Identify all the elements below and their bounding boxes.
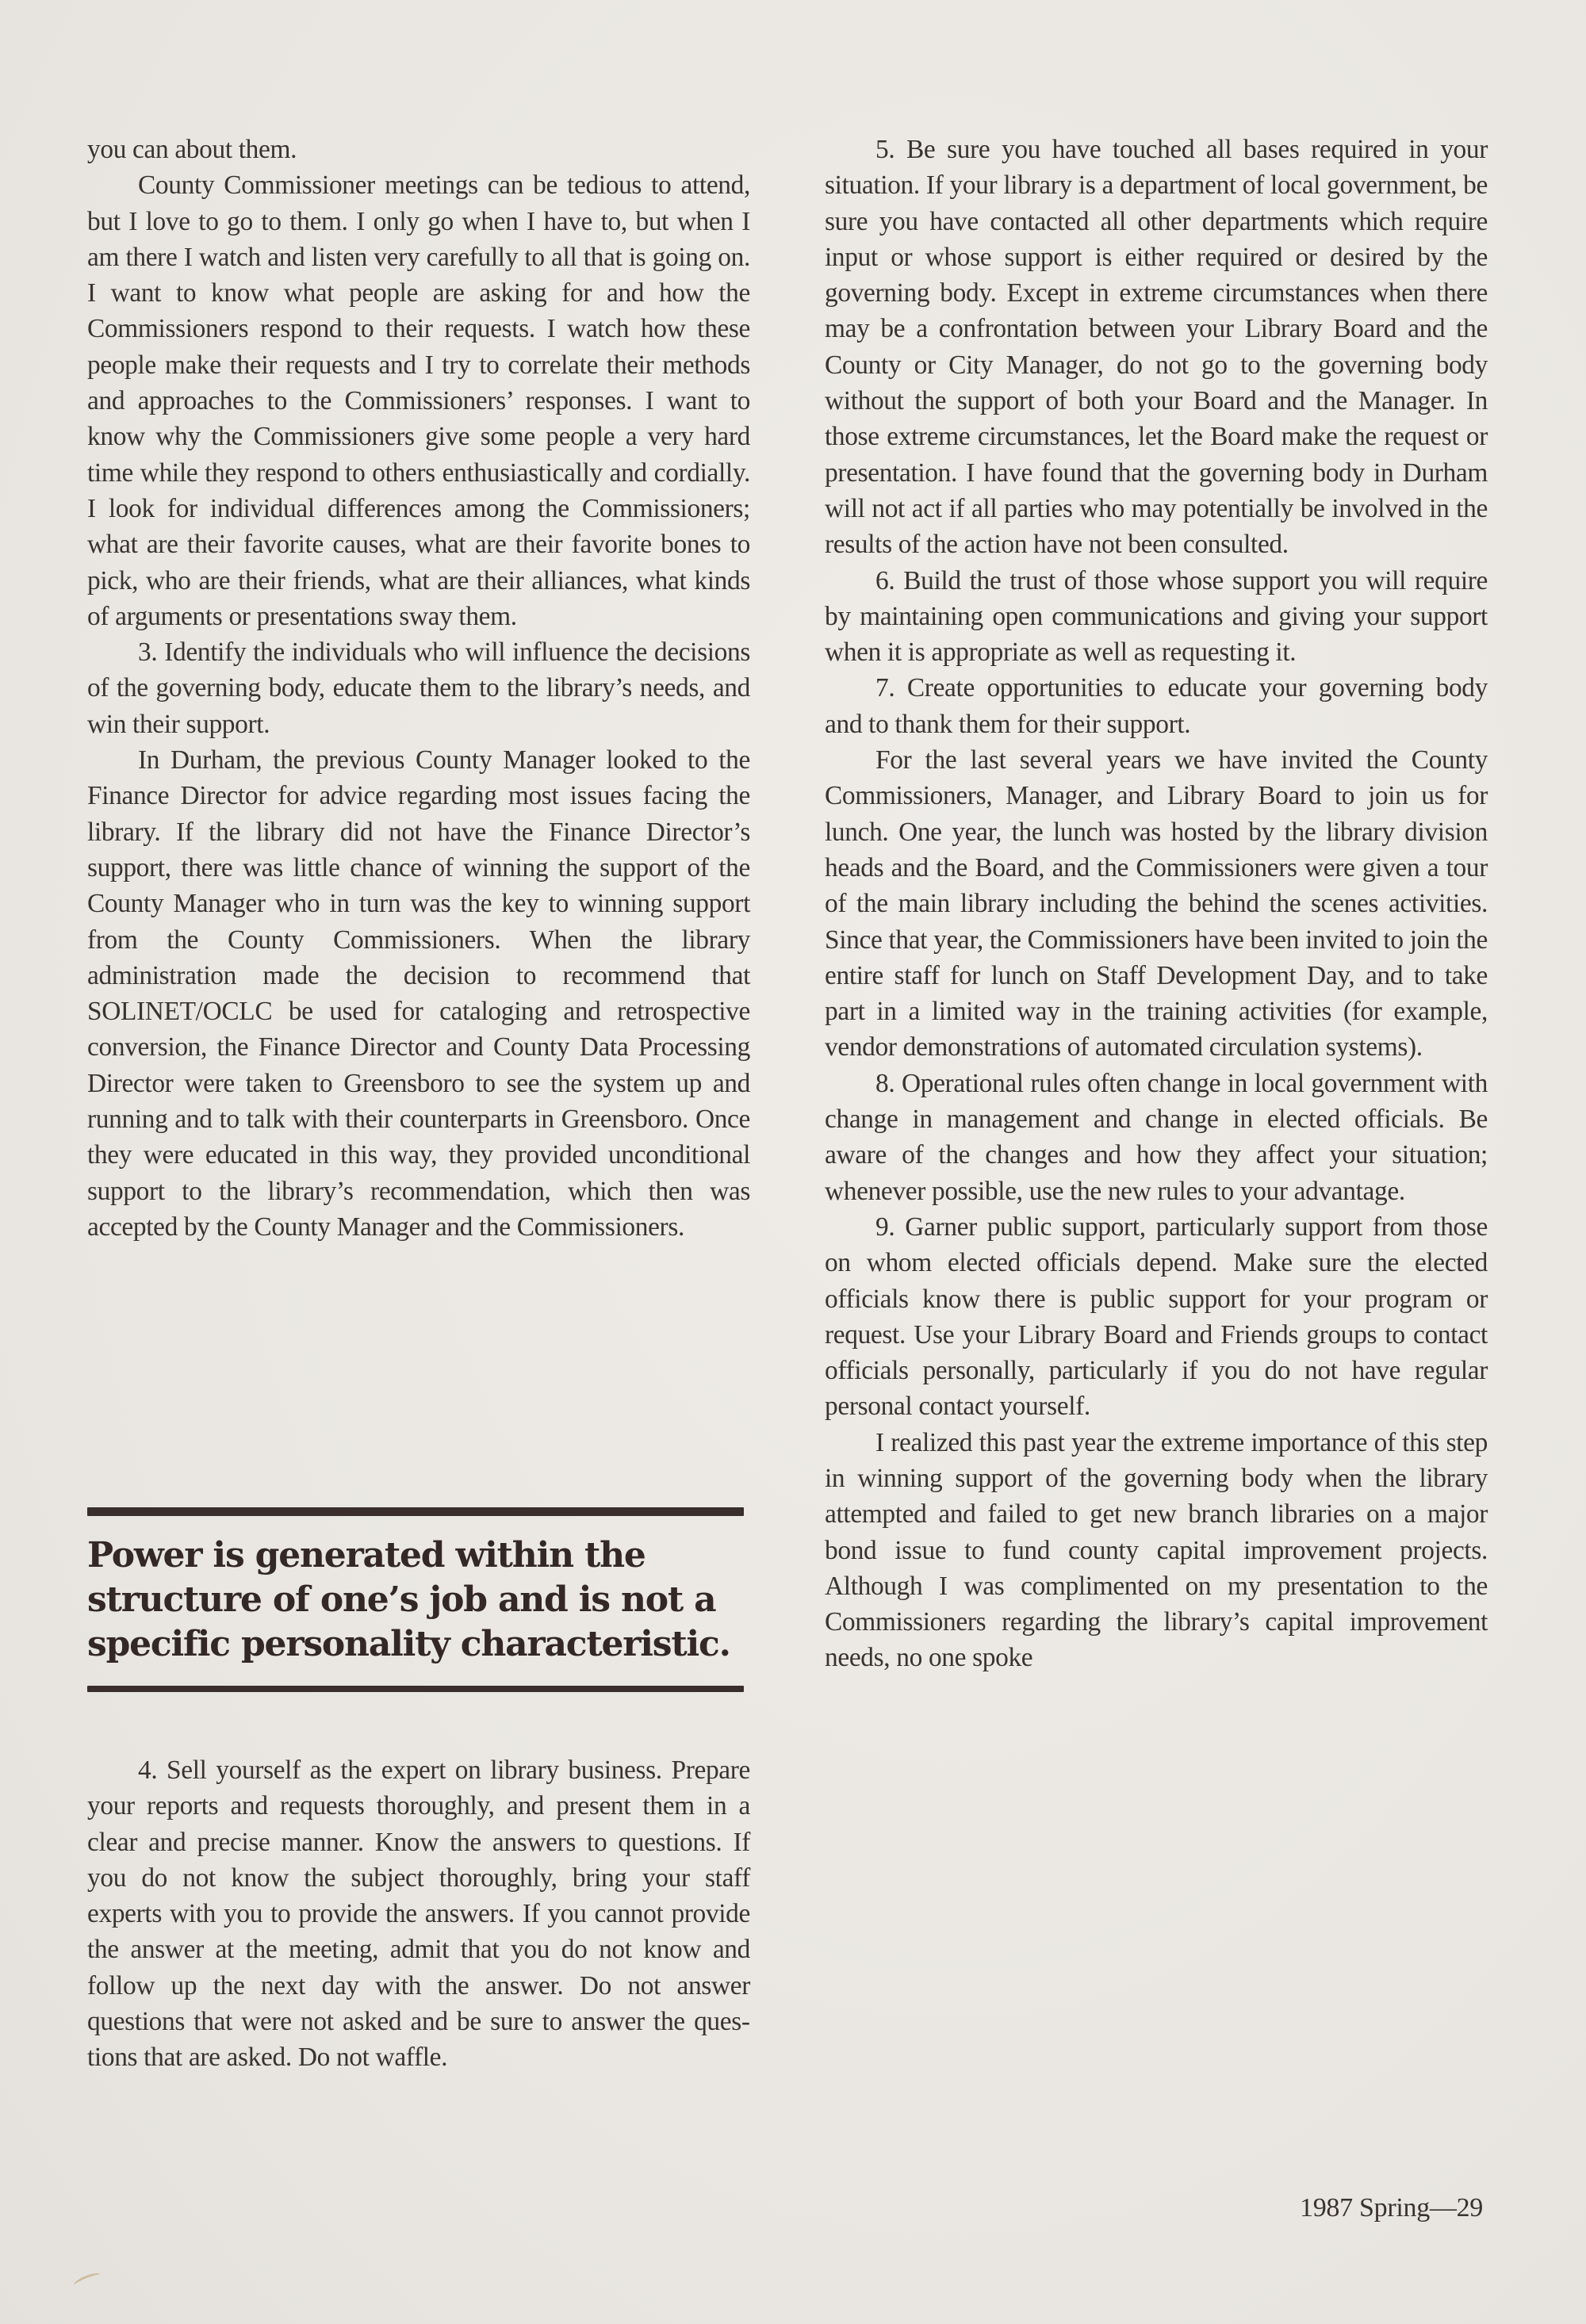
pull-quote [87, 1507, 744, 1692]
pull-quote-bottom-rule [87, 1686, 744, 1692]
pull-quote-top-rule [87, 1507, 744, 1516]
paragraph-point-5: 5. Be sure you have touched all bases required in your situation. If your library is a department of local government, be sure you have contacted all other departments which require input or whose support is either required or desired by the governing body. Except in extreme circumstances when there may be a confrontation between your Library Board and the County or City Manager, do not go to the governing body without the support of both your Board and the Manager. In those extreme circumstances, let the Board make the request or presentation. I have found that the governing body in Durham will not act if all parties who may potentially be involved in the results of the action have not been consulted. [825, 135, 1488, 560]
paragraph-point-9: 9. Garner public support, particularly support from those on whom elected officials depend. Make sure the elected officials know there is public support for your program or request. Use your Library Board and Friends groups to contact officials personally, particularly if you do not have regular personal contact yourself. [825, 1212, 1488, 1422]
paragraph-point-3: 3. Identify the individuals who will influence the decisions of the governing body, educate them to the library’s needs, and win their support. [87, 637, 750, 739]
paragraph-point-6: 6. Build the trust of those whose support you will require by maintaining open communications and giving your support when it is appropriate as well as requesting it. [825, 565, 1488, 668]
pull-quote-text: Power is generated within the structure of one’s job and is not a specific personality characteristic. [87, 1535, 730, 1664]
left-column-top [87, 132, 750, 1245]
paragraph-point-8: 8. Operational rules often change in local government with change in management and change in elected officials. Be aware of the changes and how they affect your situation; whenever possible, use the new rules to your advantage. [825, 1068, 1488, 1206]
paragraph-point-7: 7. Create opportunities to educate your governing body and to thank them for their support. [825, 673, 1488, 739]
paragraph-durham-example: In Durham, the previous County Manager looked to the Finance Director for advice regarding most issues facing the library. If the library did not have the Finance Director’s support, there was little chance of winning the support of the County Manager who in turn was the key to winning support from the County Commissioners. When the library administration made the decision to recommend that SOLINET/OCLC be used for cataloging and retrospective conversion, the Finance Director and County Data Processing Director were taken to Greensboro to see the system up and running and to talk with their counterparts in Greensboro. Once they were educated in this way, they provided unconditional support to the library’s recommendation, which then was accepted by the County Manager and the Commissioners. [87, 745, 750, 1242]
paragraph-point-4: 4. Sell yourself as the expert on library business. Prepare your reports and requests thoroughly, and present them in a clear and precise manner. Know the answers to questions. If you do not know the subject thoroughly, bring your staff experts with you to provide the answers. If you cannot provide the answer at the meeting, admit that you do not know and follow up the next day with the answer. Do not answer questions that were not asked and be sure to answer the questions that are asked. Do not waffle. [87, 1755, 750, 2073]
left-column-bottom [87, 1752, 750, 2076]
paragraph-bond-issue: I realized this past year the extreme importance of this step in winning support of the governing body when the library attempted and failed to get new branch libraries on a major bond issue to fund county capital improvement projects. Although I was complimented on my presentation to the Commissioners regarding the library’s capital improvement needs, no one spoke [825, 1427, 1488, 1673]
page-folio: 1987 Spring—29 [1300, 2193, 1483, 2223]
paper-speck [72, 2271, 102, 2290]
paragraph-commissioner-meetings: County Commissioner meetings can be tedious to attend, but I love to go to them. I only go when I have to, but when I am there I watch and listen very carefully to all that is going on. I want to know what people are asking for and how the Commissioners respond to their requests. I watch how these people make their requests and I try to correlate their methods and approaches to the Commissioners’ responses. I want to know why the Commissioners give some people a very hard time while they respond to others enthusiastically and cordially. I look for individual differences among the Commissioners; what are their favorite causes, what are their favorite bones to pick, who are their friends, what are their alliances, what kinds of arguments or presentations sway them. [87, 170, 750, 631]
paragraph-continuation: you can about them. [87, 135, 297, 164]
right-column [825, 132, 1488, 1676]
paragraph-lunch-example: For the last several years we have invited the County Commissioners, Manager, and Library Board to join us for lunch. One year, the lunch was hosted by the library division heads and the Board, and the Commissioners were given a tour of the main library including the behind the scenes activities. Since that year, the Commissioners have been invited to join the entire staff for lunch on Staff Development Day, and to take part in a limited way in the training activities (for example, vendor demonstrations of automated circulation systems). [825, 745, 1488, 1062]
